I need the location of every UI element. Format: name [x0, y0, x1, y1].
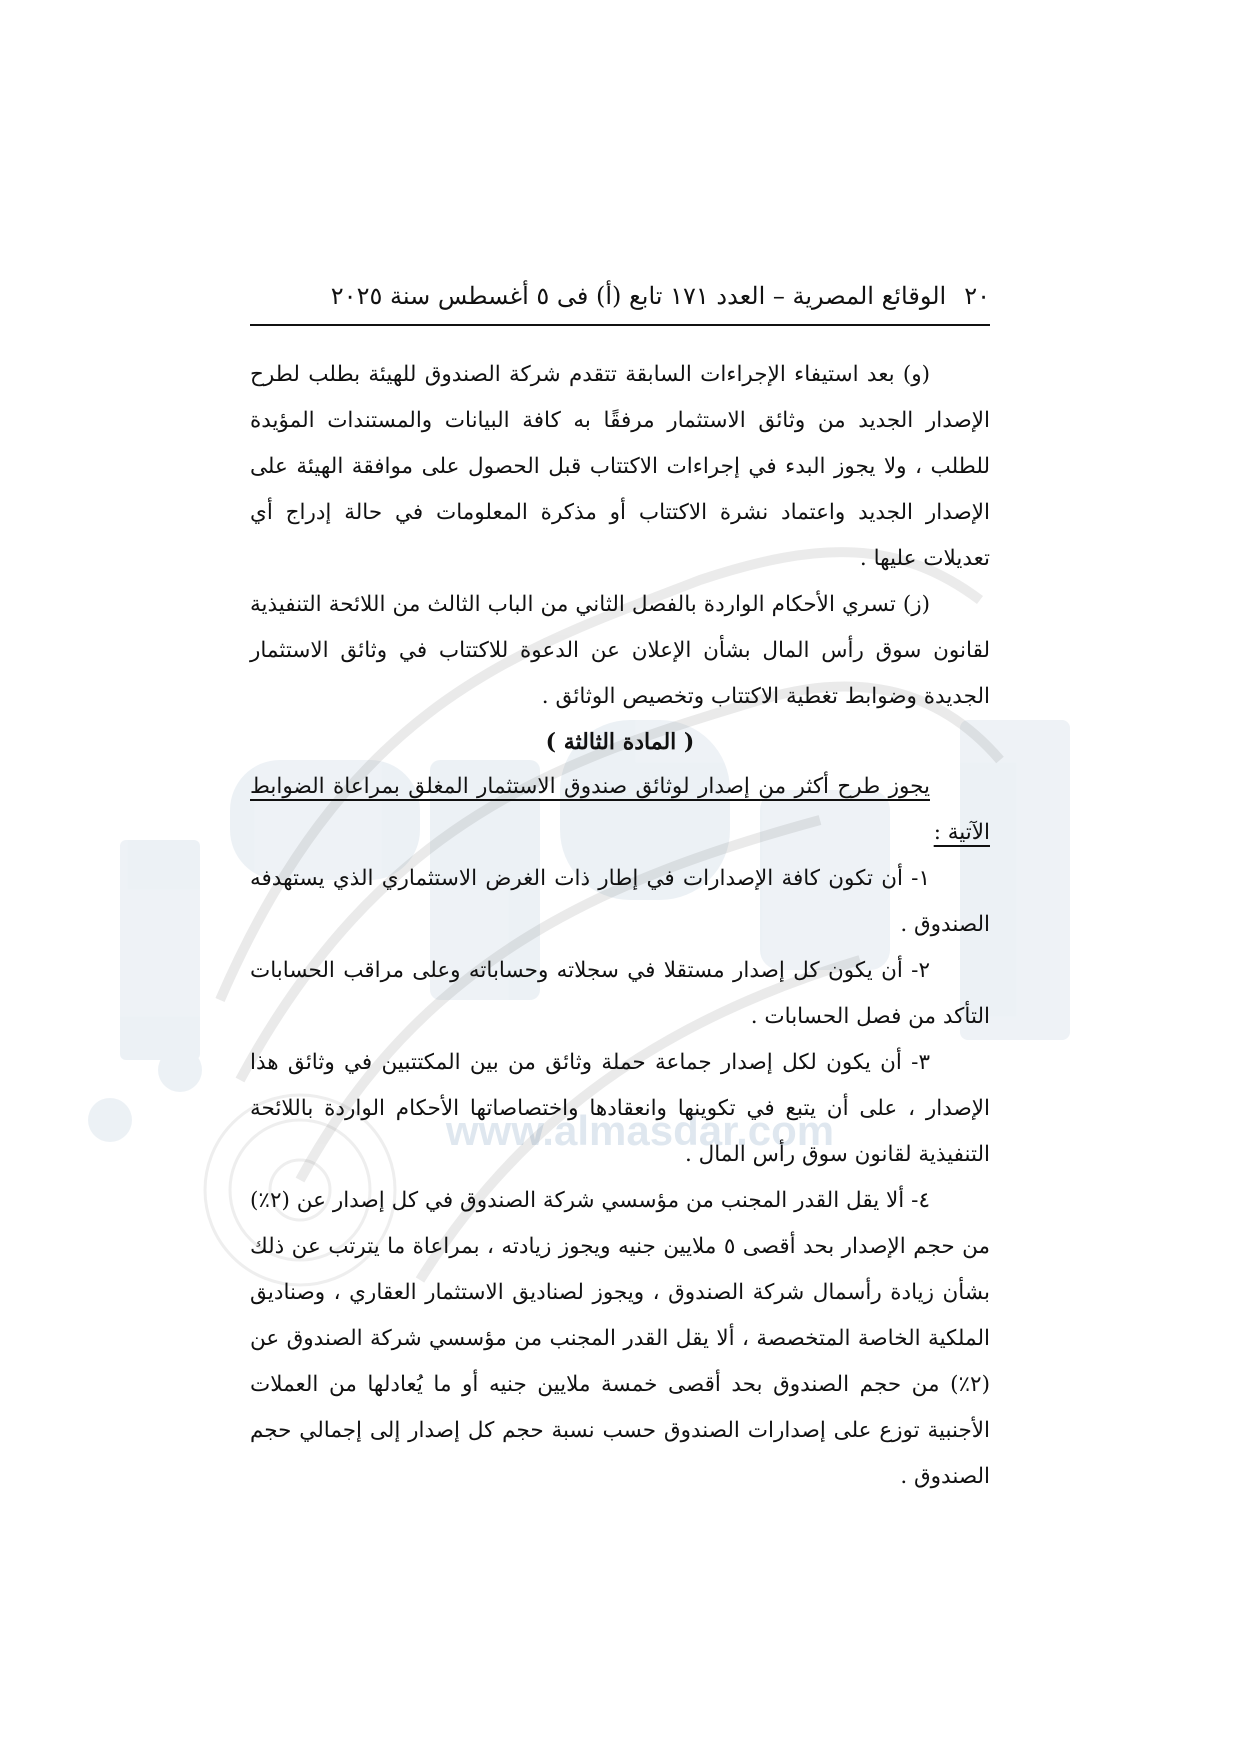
watermark-site-text: www.almasdar.com	[445, 1107, 835, 1154]
list-item-3: ٣- أن يكون لكل إصدار جماعة حملة وثائق من بين المكتتبين في وثائق هذا الإصدار ، على أن يتبع في تكوينها وانعقادها واختصاصاتها الأحكام الواردة باللائحة التنفيذية لقانون سوق رأس المال .	[250, 1050, 990, 1167]
paragraph-waw: (و) بعد استيفاء الإجراءات السابقة تتقدم شركة الصندوق للهيئة بطلب لطرح الإصدار الجديد من وثائق الاستثمار مرفقًا به كافة البيانات والمستندات المؤيدة للطلب ، ولا يجوز البدء في إجراءات الاكتتاب قبل الحصول على موافقة الهيئة على الإصدار الجديد واعتماد نشرة الاكتتاب أو مذكرة المعلومات في حالة إدراج أي تعديلات عليها .	[250, 362, 990, 571]
list-item-2: ٢- أن يكون كل إصدار مستقلا في سجلاته وحساباته وعلى مراقب الحسابات التأكد من فصل الحسابات .	[250, 958, 990, 1029]
article-title: ( المادة الثالثة )	[545, 729, 695, 755]
article-intro-text: يجوز طرح أكثر من إصدار لوثائق صندوق الاستثمار المغلق بمراعاة الضوابط الآتية :	[250, 774, 990, 845]
article-intro	[250, 764, 990, 856]
list-item-4: ٤- ألا يقل القدر المجنب من مؤسسي شركة الصندوق في كل إصدار عن (٢٪) من حجم الإصدار بحد أقصى ٥ ملايين جنيه ويجوز زيادته ، بمراعاة ما يترتب عن ذلك بشأن زيادة رأسمال شركة الصندوق ، ويجوز لصناديق الاستثمار العقاري ، وصناديق الملكية الخاصة المتخصصة ، ألا يقل القدر المجنب من مؤسسي شركة الصندوق عن (٢٪) من حجم الصندوق بحد أقصى خمسة ملايين جنيه أو ما يُعادلها من العملات الأجنبية توزع على إصدارات الصندوق حسب نسبة حجم كل إصدار إلى إجمالي حجم الصندوق .	[250, 1188, 990, 1489]
page-number: ٢٠	[964, 282, 990, 310]
list-item-1: ١- أن تكون كافة الإصدارات في إطار ذات الغرض الاستثماري الذي يستهدفه الصندوق .	[250, 866, 990, 937]
paragraph-zay: (ز) تسري الأحكام الواردة بالفصل الثاني من الباب الثالث من اللائحة التنفيذية لقانون سوق رأس المال بشأن الإعلان عن الدعوة للاكتتاب في وثائق الاستثمار الجديدة وضوابط تغطية الاكتتاب وتخصيص الوثائق .	[250, 592, 990, 709]
gazette-title: الوقائع المصرية – العدد ١٧١ تابع (أ) فى ٥ أغسطس سنة ٢٠٢٥	[330, 282, 947, 310]
document-body	[250, 282, 990, 1500]
page-header	[250, 282, 990, 326]
